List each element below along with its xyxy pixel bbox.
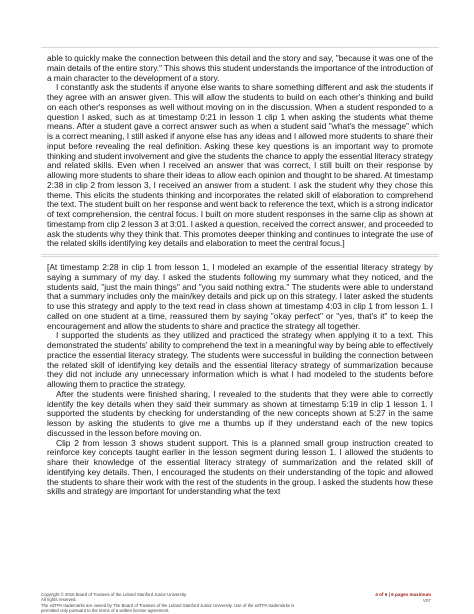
paragraph-2: I constantly ask the students if anyone else wants to share something different and ask the students if they agree with an answer given. This will allow the students to build on each other's thinking and build on each other's responses as well without moving on in the discussion. When a student responded to a question I asked, such as at timestamp 0:21 in lesson 1 clip 1 when asking the students what theme means. After a student gave a correct answer such as when a student said "what's the message" which is a correct meaning, I still asked if anyone else has any ideas and I allowed more students to share their input before revealing the real definition. Asking these key questions is an important way to promote thinking and student involvement and give the students the chance to apply the essential literacy strategy and related skills. Even when I received an answer that was correct, I still built on their response by allowing more students to share their ideas to allow each opinion and thought to be shared. At timestamp 2:38 in clip 2 from lesson 3, I received an answer from a student. I ask the student why they chose this theme. This elicits the students thinking and incorporates the related skill of elaboration to comprehend the text. The student built on her response and went back to reference the text, which is a strong indicator of text comprehension, the central focus. I built on more student responses in the same clip as shown at timestamp from clip 2 lesson 3 at 3:01. I asked a question, received the correct answer, and proceeded to ask the students why they think that. This promotes deeper thinking and continues to integrate the use of the related skills identifying key details and elaboration to meet the central focus.]: [47, 82, 433, 249]
copyright-line-1: Copyright © 2016 Board of Trustees of the Leland Stanford Junior University.: [41, 592, 187, 597]
paragraph-3: [At timestamp 2:28 in clip 1 from lesson 1, I modeled an example of the essential literacy strategy by saying a summary of my day. I asked the students following my summary what they noticed, and the students said, "just the main things" and "you said nothing extra." The students were able to understand that a summary includes only the main/key details and pick up on this strategy. I later asked the students to use this strategy and apply to the text read in class shown at timestamp 4:03 in clip 1 from lesson 1. I called on one student at a time, reassured them by saying "okay perfect" or "yes, that's it" to keep the encouragement and allow the students to share and practice the strategy all together.: [47, 262, 433, 331]
page-indicator: 4 of 6: [375, 592, 388, 597]
footer-legal: [41, 592, 341, 614]
paragraph-5: After the students were finished sharing, I revealed to the students that they were able to correctly identify the key details when they said their summary as shown at timestamp 5:19 in clip 1 lesson 1. I supported the students by checking for understanding of the new concepts shown at 5:27 in the same lesson by asking the students to give me a thumbs up if they understand each of the new topics discussed in the lesson before moving on.: [47, 388, 433, 438]
footer-page-info: [375, 592, 431, 603]
trademark-line-1: The edTPA trademarks are owned by The Board of Trustees of the Leland Stanford Junior University. Use of the edTPA trademarks is: [41, 602, 295, 608]
version-label: V07: [422, 597, 431, 603]
engagement-response-section: [41, 47, 439, 255]
page-footer: [41, 592, 431, 612]
strategy-response-section: [41, 256, 439, 593]
pages-maximum: 6 pages maximum: [391, 592, 431, 597]
paragraph-4: I supported the students as they utilized and practiced the strategy when applying it to a text. This demonstrated the students' ability to comprehend the text in a meaningful way by being able to effectively practice the essential literacy strategy. The students were successful in building the connection between the related skill of identifying key details and the essential literacy strategy of summarization because they did not include any unnecessary information which is what I had modeled to the students before allowing them to practice the strategy.: [47, 330, 433, 389]
copyright-line-2: All rights reserved.: [41, 597, 77, 603]
page-separator: |: [388, 592, 390, 597]
paragraph-6: Clip 2 from lesson 3 shows student support. This is a planned small group instruction created to reinforce key concepts taught earlier in the lesson segment during lesson 1. I allowed the students to share their knowledge of the essential literacy strategy of summarization and the related skill of identifying key details. Then, I encouraged the students on their understanding of the topic and allowed the students to share their work with the rest of the students in the group. I asked the students how these skills and strategy are important for understanding what the text: [47, 437, 433, 497]
trademark-line-2: permitted only pursuant to the terms of a written license agreement.: [41, 608, 170, 614]
paragraph-1: able to quickly make the connection between this detail and the story and say, "because it was one of the main details of the entire story." This shows this student understands the importance of the introduction of a main character to the development of a story.: [47, 53, 433, 83]
